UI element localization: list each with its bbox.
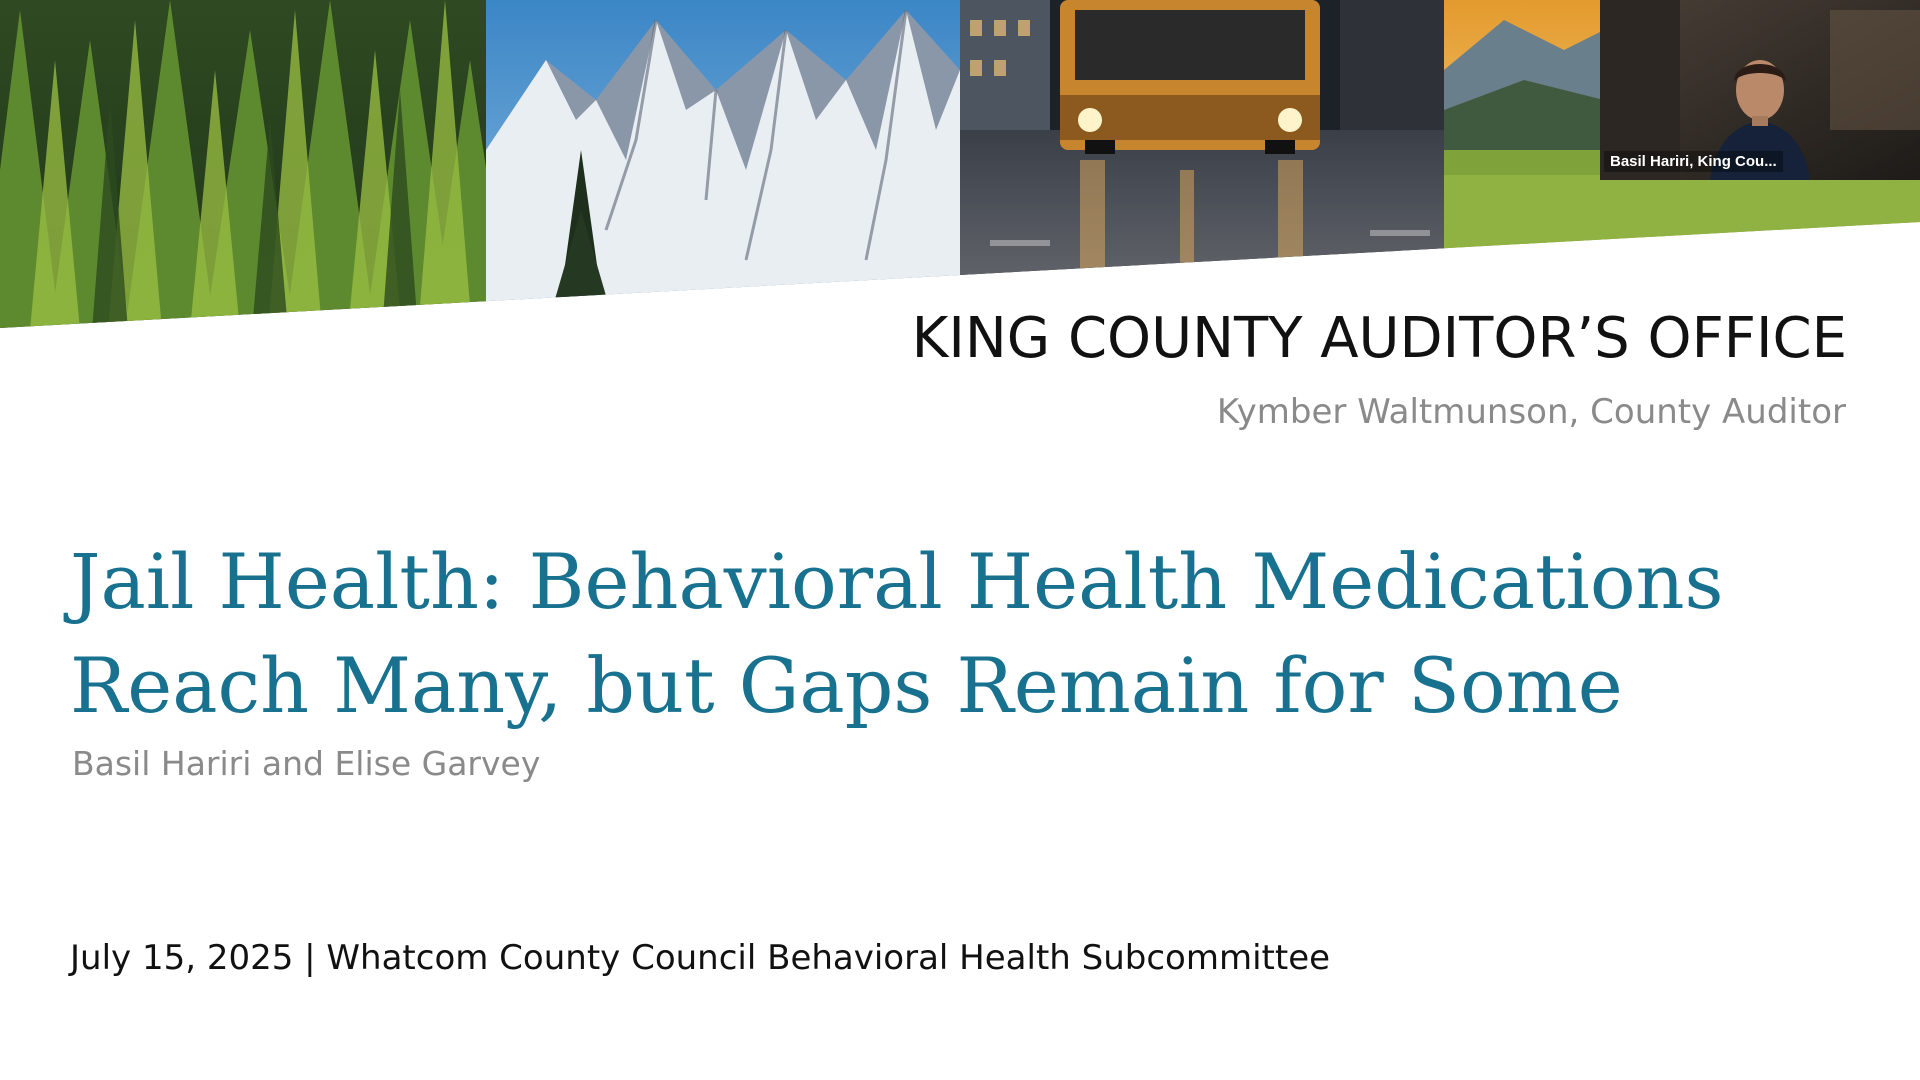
participant-name-label: Basil Hariri, King Cou... <box>1604 151 1783 172</box>
forest-photo <box>0 0 486 330</box>
report-title-line-2: Reach Many, but Gaps Remain for Some <box>70 641 1623 730</box>
city-bus-photo <box>960 0 1444 330</box>
report-title <box>70 530 1850 738</box>
presentation-date-venue: July 15, 2025 | Whatcom County Council Behavioral Health Subcommittee <box>70 938 1331 978</box>
report-title-line-1: Jail Health: Behavioral Health Medications <box>70 537 1724 626</box>
office-title: KING COUNTY AUDITOR’S OFFICE <box>911 306 1847 371</box>
participant-video-tile[interactable] <box>1600 0 1920 180</box>
auditor-name: Kymber Waltmunson, County Auditor <box>1216 392 1846 432</box>
mountain-photo <box>486 0 960 330</box>
report-authors: Basil Hariri and Elise Garvey <box>72 744 541 783</box>
